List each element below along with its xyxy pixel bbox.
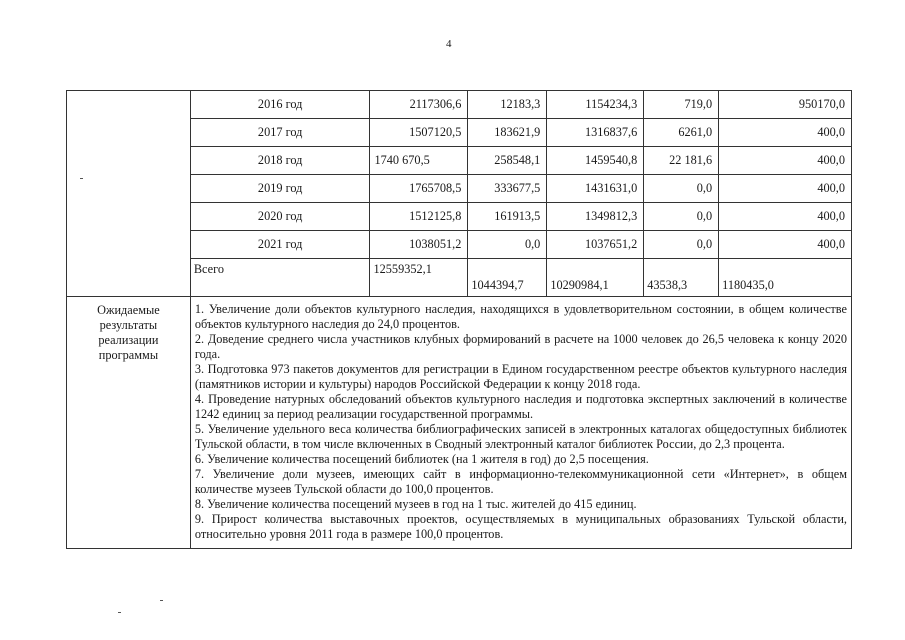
year-cell: 2018 год bbox=[190, 147, 370, 175]
year-cell: 2020 год bbox=[190, 203, 370, 231]
results-row bbox=[67, 297, 852, 549]
year-cell: 2019 год bbox=[190, 175, 370, 203]
municipal-funding-cell: 43538,3 bbox=[644, 259, 719, 297]
municipal-funding-cell: 0,0 bbox=[644, 175, 719, 203]
page-number: 4 bbox=[446, 38, 452, 50]
result-item: 1. Увеличение доли объектов культурного наследия, находящихся в удовлетворительном состоянии, в общем количестве объектов культурного наследия до 24,0 процентов. bbox=[194, 302, 847, 331]
total-funding-cell: 12559352,1 bbox=[370, 259, 468, 297]
total-funding-cell: 2117306,6 bbox=[370, 91, 468, 119]
municipal-funding-cell: 0,0 bbox=[644, 203, 719, 231]
table-row bbox=[67, 91, 852, 119]
extra-budget-funding-cell: 950170,0 bbox=[719, 91, 852, 119]
extra-budget-funding-cell: 400,0 bbox=[719, 175, 852, 203]
extra-budget-funding-cell: 400,0 bbox=[719, 203, 852, 231]
result-item: 5. Увеличение удельного веса количества библиографических записей в электронных каталогах общедоступных библиотек Тульской области, в том числе включенных в Сводный электронный каталог библиотек России, до 2,3 процента. bbox=[194, 422, 847, 451]
extra-budget-funding-cell: 1180435,0 bbox=[719, 259, 852, 297]
total-label-cell: Всего bbox=[190, 259, 370, 297]
empty-label-cell bbox=[67, 91, 191, 297]
scan-speck bbox=[118, 612, 121, 613]
federal-funding-cell: 183621,9 bbox=[468, 119, 547, 147]
federal-funding-cell: 0,0 bbox=[468, 231, 547, 259]
total-funding-cell: 1507120,5 bbox=[370, 119, 468, 147]
federal-funding-cell: 1044394,7 bbox=[468, 259, 547, 297]
regional-funding-cell: 1316837,6 bbox=[547, 119, 644, 147]
total-funding-cell: 1740 670,5 bbox=[370, 147, 468, 175]
regional-funding-cell: 1349812,3 bbox=[547, 203, 644, 231]
result-item: 9. Прирост количества выставочных проектов, осуществляемых в муниципальных образованиях Тульской области, относительно уровня 2011 года в размере 100,0 процентов. bbox=[194, 512, 847, 541]
year-cell: 2016 год bbox=[190, 91, 370, 119]
result-item: 4. Проведение натурных обследований объектов культурного наследия и подготовка экспертных заключений в количестве 1242 единиц за период реализации государственной программы. bbox=[194, 392, 847, 421]
regional-funding-cell: 1154234,3 bbox=[547, 91, 644, 119]
federal-funding-cell: 161913,5 bbox=[468, 203, 547, 231]
municipal-funding-cell: 6261,0 bbox=[644, 119, 719, 147]
regional-funding-cell: 1037651,2 bbox=[547, 231, 644, 259]
municipal-funding-cell: 22 181,6 bbox=[644, 147, 719, 175]
result-item: 6. Увеличение количества посещений библиотек (на 1 жителя в год) до 2,5 посещения. bbox=[194, 452, 649, 466]
result-item: 3. Подготовка 973 пакетов документов для регистрации в Едином государственном реестре объектов культурного наследия (памятников истории и культуры) народов Российской Федерации к концу 2018 года. bbox=[194, 362, 847, 391]
results-text-cell bbox=[190, 297, 851, 549]
municipal-funding-cell: 719,0 bbox=[644, 91, 719, 119]
result-item: 7. Увеличение доли музеев, имеющих сайт в информационно-телекоммуникационной сети «Интернет», в общем количестве музеев Тульской области до 100,0 процентов. bbox=[194, 467, 847, 496]
municipal-funding-cell: 0,0 bbox=[644, 231, 719, 259]
regional-funding-cell: 1431631,0 bbox=[547, 175, 644, 203]
regional-funding-cell: 1459540,8 bbox=[547, 147, 644, 175]
total-funding-cell: 1512125,8 bbox=[370, 203, 468, 231]
extra-budget-funding-cell: 400,0 bbox=[719, 231, 852, 259]
extra-budget-funding-cell: 400,0 bbox=[719, 119, 852, 147]
regional-funding-cell: 10290984,1 bbox=[547, 259, 644, 297]
year-cell: 2021 год bbox=[190, 231, 370, 259]
federal-funding-cell: 12183,3 bbox=[468, 91, 547, 119]
results-label-cell: Ожидаемые результаты реализации программы bbox=[67, 297, 191, 549]
total-funding-cell: 1765708,5 bbox=[370, 175, 468, 203]
total-funding-cell: 1038051,2 bbox=[370, 231, 468, 259]
extra-budget-funding-cell: 400,0 bbox=[719, 147, 852, 175]
scan-speck bbox=[160, 600, 163, 601]
year-cell: 2017 год bbox=[190, 119, 370, 147]
program-passport-table bbox=[66, 90, 852, 549]
result-item: 8. Увеличение количества посещений музеев в год на 1 тыс. жителей до 415 единиц. bbox=[194, 497, 637, 511]
scan-speck bbox=[80, 178, 83, 179]
result-item: 2. Доведение среднего числа участников клубных формирований в расчете на 1000 человек до 26,5 человека к концу 2020 года. bbox=[194, 332, 847, 361]
federal-funding-cell: 333677,5 bbox=[468, 175, 547, 203]
federal-funding-cell: 258548,1 bbox=[468, 147, 547, 175]
